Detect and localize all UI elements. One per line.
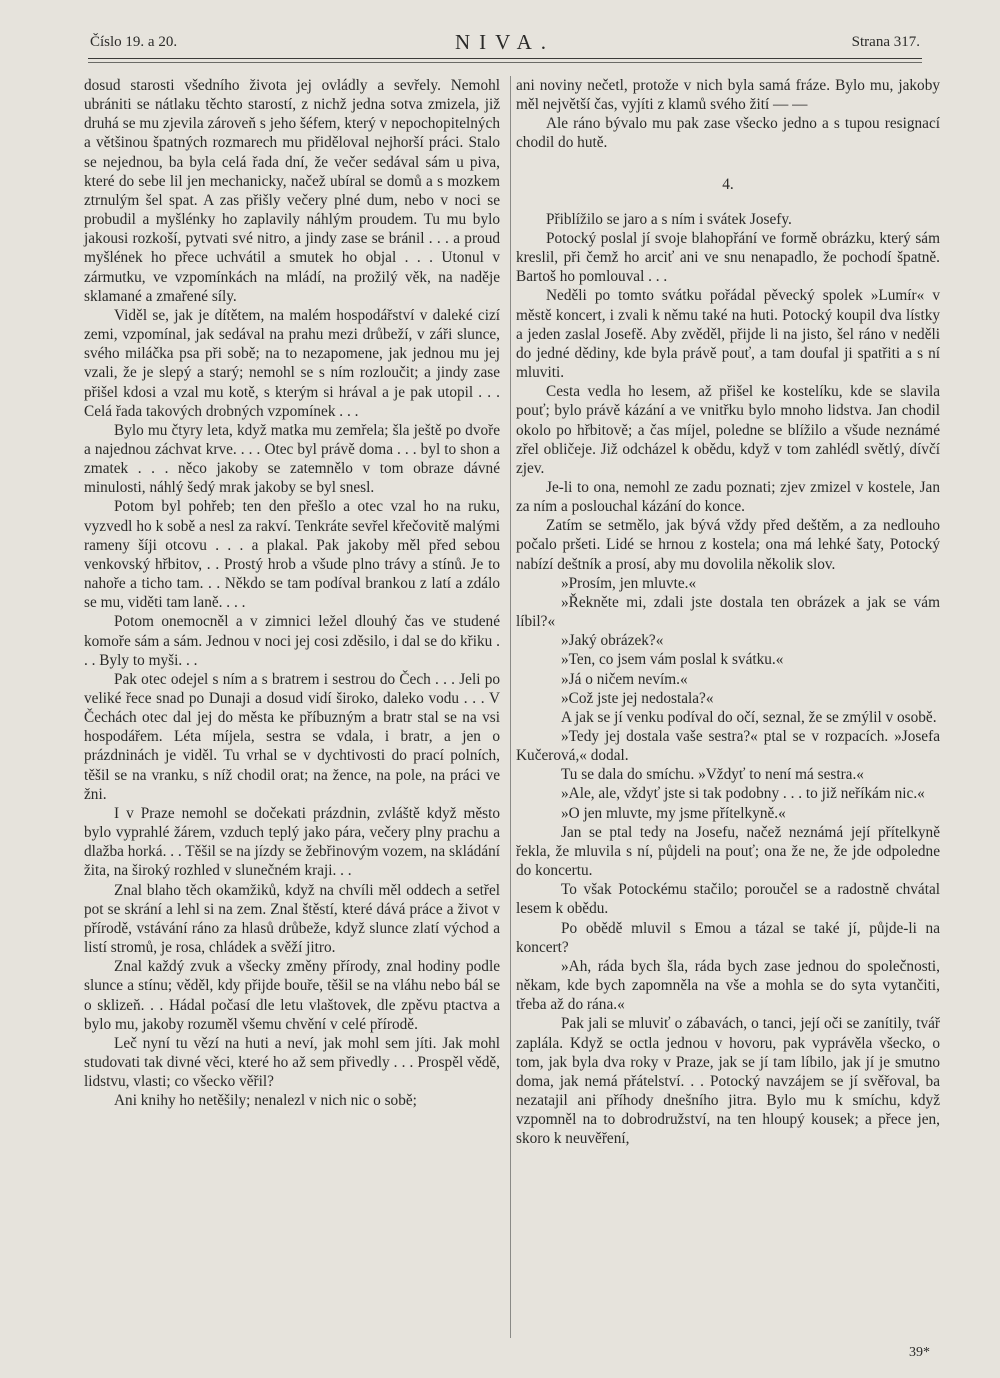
paragraph: Zatím se setmělo, jak bývá vždy před deštěm, a za nedlouho počalo pršeti. Lidé se hrnou z kostela; ona má lehké šaty, Potocký nabízí deštník a prosí, aby mu dovolila několik slov. — [516, 517, 940, 573]
paragraph: Je-li to ona, nemohl ze zadu poznati; zjev zmizel v kostele, Jan za ním a poslouchal kázání do konce. — [516, 478, 940, 516]
dialogue-line: »Což jste jej nedostala?« — [561, 689, 714, 707]
paragraph: Přiblížilo se jaro a s ním i svátek Josefy. — [546, 210, 792, 228]
paragraph: Jan se ptal tedy na Josefu, načež neznámá její přítelkyně řekla, že mluvila s ní, půjdeli na pouť; ona že ne, že jde odpoledne do koncertu. — [516, 823, 940, 880]
paragraph: Potocký poslal jí svoje blahopřání ve formě obrázku, který sám kreslil, při čemž ho arciť ani ve snu nenapadlo, že pochodí špatně. Bartoš ho pomlouval . . . — [516, 229, 940, 286]
header-rule-thin — [88, 62, 922, 63]
paragraph: Znal každý zvuk a všecky změny přírody, znal hodiny podle slunce a stínu; věděl, kdy přijde bouře, těšil se na vláhu nebo bál se o sklizeň. . . Hádal počasí dle letu vlaštovek, dle zpěvu ptactva a bylo mu, jakoby rozuměl všemu chvění v celé přírodě. — [84, 958, 500, 1033]
paragraph: ani noviny nečetl, protože v nich byla samá fráze. Bylo mu, jakoby měl největší čas, vyjíti z klamů svého žití — — — [516, 77, 940, 114]
dialogue-line: »Řekněte mi, zdali jste dostala ten obrázek a jak se vám líbil?« — [516, 593, 940, 631]
header-rule — [88, 58, 922, 59]
dialogue-line: »Ale, ale, vždyť jste si tak podobny . . . to již neříkám nic.« — [561, 785, 925, 803]
section-number: 4. — [722, 175, 734, 193]
paragraph: Pak jali se mluviť o zábavách, o tanci, její oči se zanítily, tvář zaplála. Když se octla jednou v hovoru, pak vyprávěla všecko, o tom, jak byla dva roky v Praze, jak se jí tam líbilo, jak jí je smutno doma, jak nemá přátelství. . . Potocký navzájem se jí svěřoval, ba nezatajil ani příhody dnešního jitra. Bylo mu k smíchu, když vzpomněl na to dobrodružství, na ten hloupý kousek; a přece jen, skoro k neuvěření, — [516, 1015, 940, 1148]
issue-number: Číslo 19. a 20. — [90, 34, 178, 50]
paragraph: Pak otec odejel s ním a s bratrem i sestrou do Čech . . . Jeli po veliké řece snad po Dunaji a dosud vidí široko, daleko vodu . . . V Čechách otec dal jej do města ke příbuzným a bratr stal se na vsi hospodářem. Léta míjela, sestra se vdala, i bratr, a jen o prázdninách je viděl. Tu vrhal se v dychtivosti do prací polních, těšil se na vranku, s níž chodil orat; na žence, na pole, na práci ve žni. — [84, 670, 500, 803]
paragraph: Ani knihy ho netěšily; nenalezl v nich nic o sobě; — [114, 1092, 417, 1110]
paragraph: Neděli po tomto svátku pořádal pěvecký spolek »Lumír« v městě koncert, i zvali k němu také na huti. Potocký koupil dva lístky a jeden zaslal Josefě. Aby zvěděl, přijde li na jisto, šel ráno v neděli do jedné dědiny, kde byla právě pouť, a tam doufal ji spatřiti a s ní mluviti. — [516, 287, 940, 382]
column-divider — [510, 76, 511, 1338]
paragraph: Viděl se, jak je dítětem, na malém hospodářství v daleké cizí zemi, vzpomínal, jak sedával na prahu mezi drůbeží, v záři slunce, svého miláčka psa při sobě; na to nezapomene, jak jednou mu jej vzali, že je slepý a starý; nemohl se s ním rozloučit; a jindy zase přišel kdosi a vzal mu kotě, s kterým si hrával a je pak utopil . . . Celá řada takových drobných vzpomínek . . . — [84, 306, 500, 420]
dialogue-line: »Ten, co jsem vám poslal k svátku.« — [561, 651, 784, 669]
paragraph: Potom onemocněl a v zimnici ležel dlouhý čas ve studené komoře sám a sám. Jednou v noci jej cosi zděsilo, i dal se do křiku . . . Byly to myši. . . — [84, 613, 500, 669]
dialogue-line: Tu se dala do smíchu. »Vždyť to není má sestra.« — [561, 766, 864, 784]
paragraph: dosud starosti všedního života jej ovládly a sevřely. Nemohl ubrániti se nátlaku těchto starostí, z nichž jedna sotva zmizela, již druhá se mu zjevila zároveň s jeho šéfem, který v nepochopitelných a většinou špatných rozmarech mu přiděloval nejhorší práci. Stalo se nejednou, ba byla celá řada dní, že večer sedával sám u piva, které do sebe lil jen mechanicky, načež ubíral se domů a s mozkem ztrnulým šel spat. A zas přišly večery plné dum, nebo v noci se probudil a myšlénky ho zaplavily náhlým proudem. Tu mu bylo jakousi rozkoší, pytvati své nitro, a jindy zase se bránil . . . a proud myšlének ho přece uchvátil a smutek ho objal . . . Utonul v zármutku, ve vzpomínkách na mládí, na prožilý věk, na naděje sklamané a zmařené síly. — [84, 77, 500, 305]
dialogue-line: »Jaký obrázek?« — [561, 632, 664, 650]
paragraph: Leč nyní tu vězí na huti a neví, jak mohl sem jíti. Jak mohl studovati tak divné věci, které ho až sem přivedly . . . Prospěl vědě, lidstvu, vlasti; co všecko věřil? — [84, 1034, 500, 1091]
paragraph: Ale ráno bývalo mu pak zase všecko jedno a s tupou resignací chodil do hutě. — [516, 115, 940, 152]
paragraph: I v Praze nemohl se dočekati prázdnin, zvláště když město bylo vyprahlé žárem, vzduch teplý jako pára, večery plny prachu a dlažba horká. . . Těšil se na jízdy se žebřinovým vozem, na skládání žita, na široký rozhled v slunečném kraji. . . — [84, 804, 501, 880]
dialogue-line: »Prosím, jen mluvte.« — [561, 574, 697, 592]
dialogue-line: »O jen mluvte, my jsme přítelkyně.« — [561, 804, 786, 822]
paragraph: Potom byl pohřeb; ten den přešlo a otec vzal ho na ruku, vyzvedl ho k sobě a nesl za rakví. Tenkráte sevřel křečovitě malými rameny šíji otcovu . . . a plakal. Pak jakoby měl před sebou venkovský hřbitov, . . Prostý hrob a všude plno trávy a stínů. Je to nahoře a ticho tam. . . Někdo se tam podíval brankou z latí a zdálo se mu, viděti tam laně. . . . — [84, 498, 500, 612]
page-number: Strana 317. — [851, 34, 920, 50]
paragraph: Bylo mu čtyry leta, když matka mu zemřela; šla ještě po dvoře a najednou záchvat krve. . . . Otec byl právě doma . . . byl to shon a zmatek . . . něco jakoby se zatemnělo v tom obraze dávné minulosti, náhlý šedý mrak jakoby se byl snesl. — [84, 421, 500, 497]
left-column — [84, 76, 500, 1110]
paragraph: Po obědě mluvil s Emou a tázal se také jí, půjde-li na koncert? — [516, 919, 940, 956]
magazine-title: NIVA. — [454, 30, 556, 54]
dialogue-line: »Já o ničem nevím.« — [561, 670, 688, 688]
dialogue-line: »Tedy jej dostala vaše sestra?« ptal se v rozpacích. »Josefa Kučerová,« dodal. — [516, 728, 940, 765]
paragraph: To však Potockému stačilo; poroučel se a radostně chvátal lesem k obědu. — [516, 881, 940, 918]
paragraph: Cesta vedla ho lesem, až přišel ke kostelíku, kde se slavila pouť; bylo právě kázání a ve vnitřku bylo mnoho lidstva. Jan chodil okolo po hřbitově; a čas míjel, poledne se blížilo a všude neznámé zřel obličeje. Již odcházel k obědu, když v tom zahlédl světlý, dívčí zjev. — [516, 383, 940, 477]
dialogue-line: »Ah, ráda bych šla, ráda bych zase jednou do společnosti, někam, kde bych zapomněla na vše a mohla se do syta vytančiti, třeba až do rána.« — [516, 957, 940, 1014]
right-column — [516, 76, 940, 1148]
paragraph: A jak se jí venku podíval do očí, seznal, že se zmýlil v osobě. — [561, 708, 937, 726]
signature-mark: 39* — [909, 1345, 930, 1360]
paragraph: Znal blaho těch okamžiků, když na chvíli měl oddech a setřel pot se skrání a lehl si na zem. Znal štěstí, které dává práce a život v přírodě, vstávání ráno za hlasů drůbeže, když slunce zlatí východ a listí stromů, je rosa, chládek a svěží jitro. — [84, 881, 500, 957]
running-header — [90, 30, 920, 54]
